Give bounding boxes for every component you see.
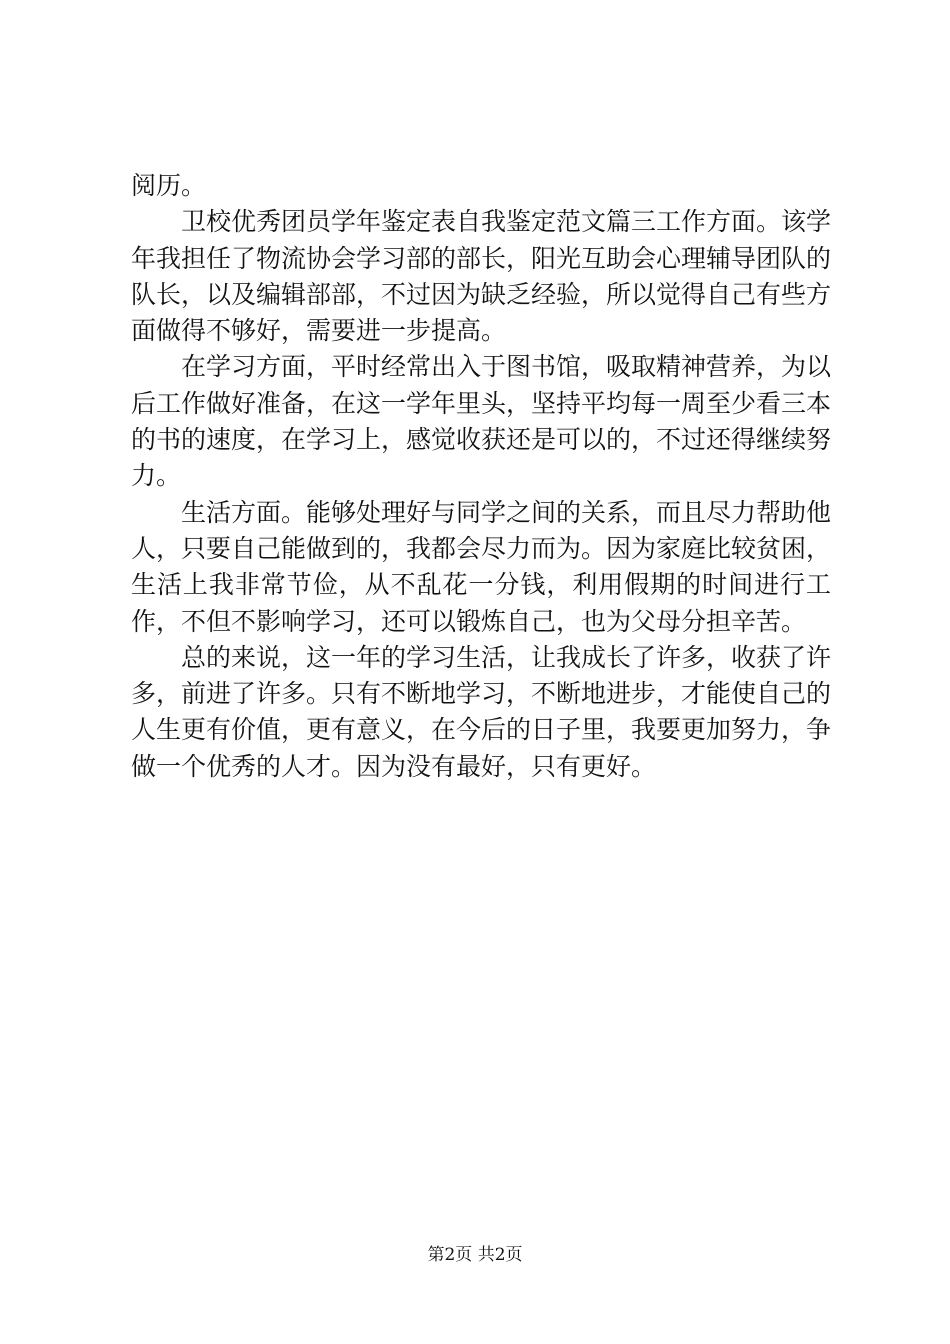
document-body <box>131 168 831 785</box>
paragraph-life: 生活方面。能够处理好与同学之间的关系，而且尽力帮助他人，只要自己能做到的，我都会尽力而为。因为家庭比较贫困，生活上我非常节俭，从不乱花一分钱，利用假期的时间进行工作，不但不影响学习，还可以锻炼自己，也为父母分担辛苦。 <box>131 497 832 636</box>
paragraph-summary: 总的来说，这一年的学习生活，让我成长了许多，收获了许多，前进了许多。只有不断地学习，不断地进步，才能使自己的人生更有价值，更有意义，在今后的日子里，我要更加努力，争做一个优秀的人才。因为没有最好，只有更好。 <box>131 642 832 781</box>
page-number-footer: 第2页 共2页 <box>427 1245 523 1265</box>
paragraph-continuation: 阅历。 <box>131 171 207 200</box>
paragraph-study: 在学习方面，平时经常出入于图书馆，吸取精神营养，为以后工作做好准备，在这一学年里头，坚持平均每一周至少看三本的书的速度，在学习上，感觉收获还是可以的，不过还得继续努力。 <box>131 352 832 491</box>
paragraph-work: 卫校优秀团员学年鉴定表自我鉴定范文篇三工作方面。该学年我担任了物流协会学习部的部长，阳光互助会心理辅导团队的队长，以及编辑部部，不过因为缺乏经验，所以觉得自己有些方面做得不够好，需要进一步提高。 <box>131 207 832 346</box>
